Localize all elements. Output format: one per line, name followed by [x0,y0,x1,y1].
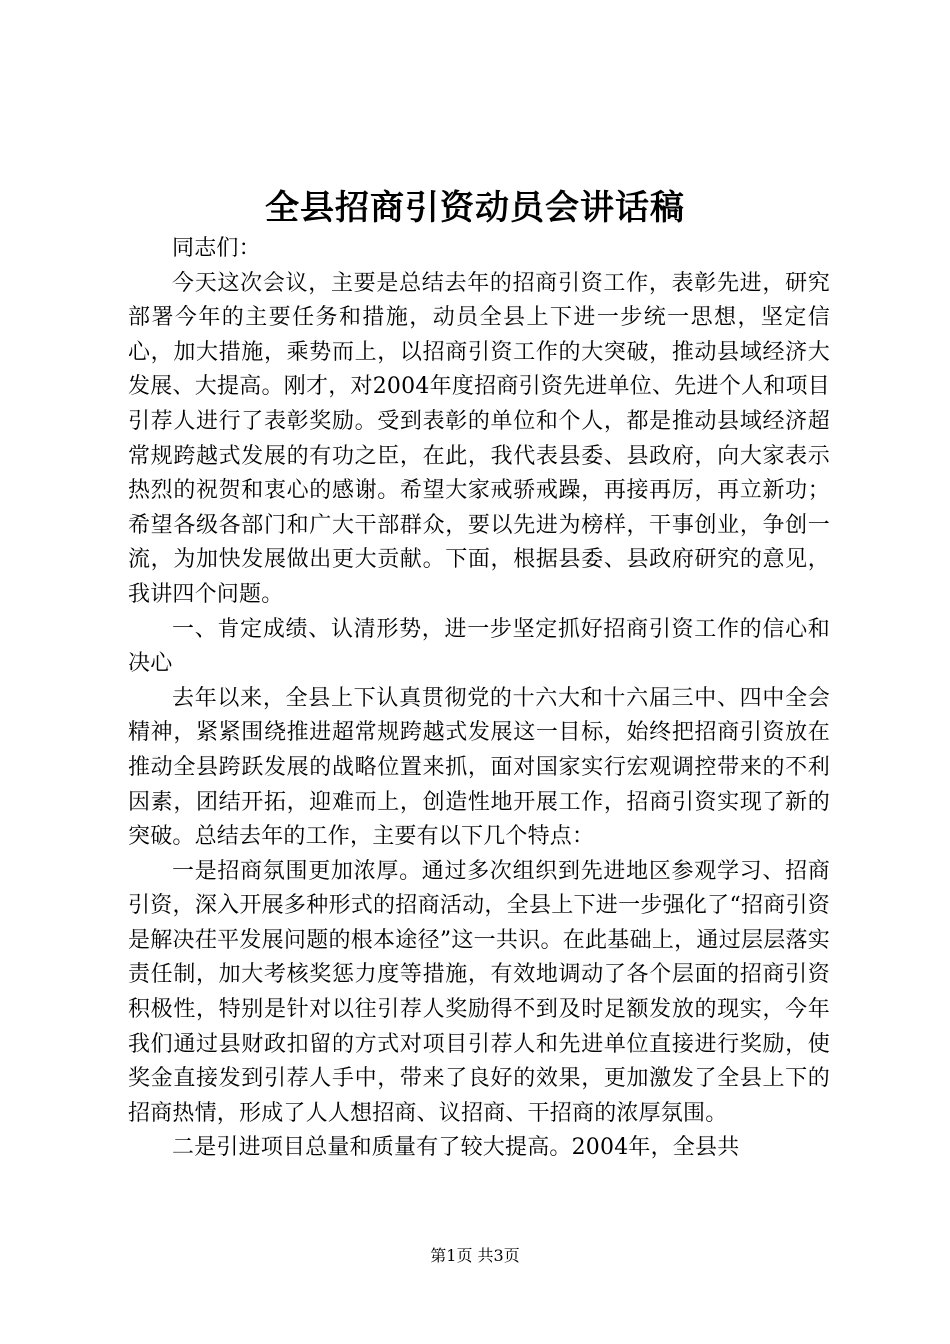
document-body [128,232,830,1166]
section-heading-one: 一、肯定成绩、认清形势，进一步坚定抓好招商引资工作的信心和决心 [128,616,830,677]
document-title: 全县招商引资动员会讲话稿 [265,188,685,228]
paragraph-greeting: 同志们： [172,236,261,261]
page-footer: 第1页 共3页 [430,1246,520,1265]
paragraph-point-one: 一是招商氛围更加浓厚。通过多次组织到先进地区参观学习、招商引资，深入开展多种形式的招商活动，全县上下进一步强化了“招商引资是解决茌平发展问题的根本途径”这一共识。在此基础上，通过层层落实责任制，加大考核奖惩力度等措施，有效地调动了各个层面的招商引资积极性，特别是针对以往引荐人奖励得不到及时足额发放的现实，今年我们通过县财政扣留的方式对项目引荐人和先进单位直接进行奖励，使奖金直接发到引荐人手中，带来了良好的效果，更加激发了全县上下的招商热情，形成了人人想招商、议招商、干招商的浓厚氛围。 [128,858,830,1126]
paragraph-point-two: 二是引进项目总量和质量有了较大提高。2004年，全县共 [172,1135,740,1161]
paragraph-opening: 今天这次会议，主要是总结去年的招商引资工作，表彰先进，研究部署今年的主要任务和措施，动员全县上下进一步统一思想，坚定信心，加大措施，乘势而上，以招商引资工作的大突破，推动县域经济大发展、大提高。刚才，对2004年度招商引资先进单位、先进个人和项目引荐人进行了表彰奖励。受到表彰的单位和个人，都是推动县域经济超常规跨越式发展的有功之臣，在此，我代表县委、县政府，向大家表示热烈的祝贺和衷心的感谢。希望大家戒骄戒躁，再接再厉，再立新功；希望各级各部门和广大干部群众，要以先进为榜样，干事创业，争创一流，为加快发展做出更大贡献。下面，根据县委、县政府研究的意见，我讲四个问题。 [128,270,830,607]
paragraph-summary: 去年以来，全县上下认真贯彻党的十六大和十六届三中、四中全会精神，紧紧围绕推进超常规跨越式发展这一目标，始终把招商引资放在推动全县跨跃发展的战略位置来抓，面对国家实行宏观调控带来的不利因素，团结开拓，迎难而上，创造性地开展工作，招商引资实现了新的突破。总结去年的工作，主要有以下几个特点： [128,685,830,850]
